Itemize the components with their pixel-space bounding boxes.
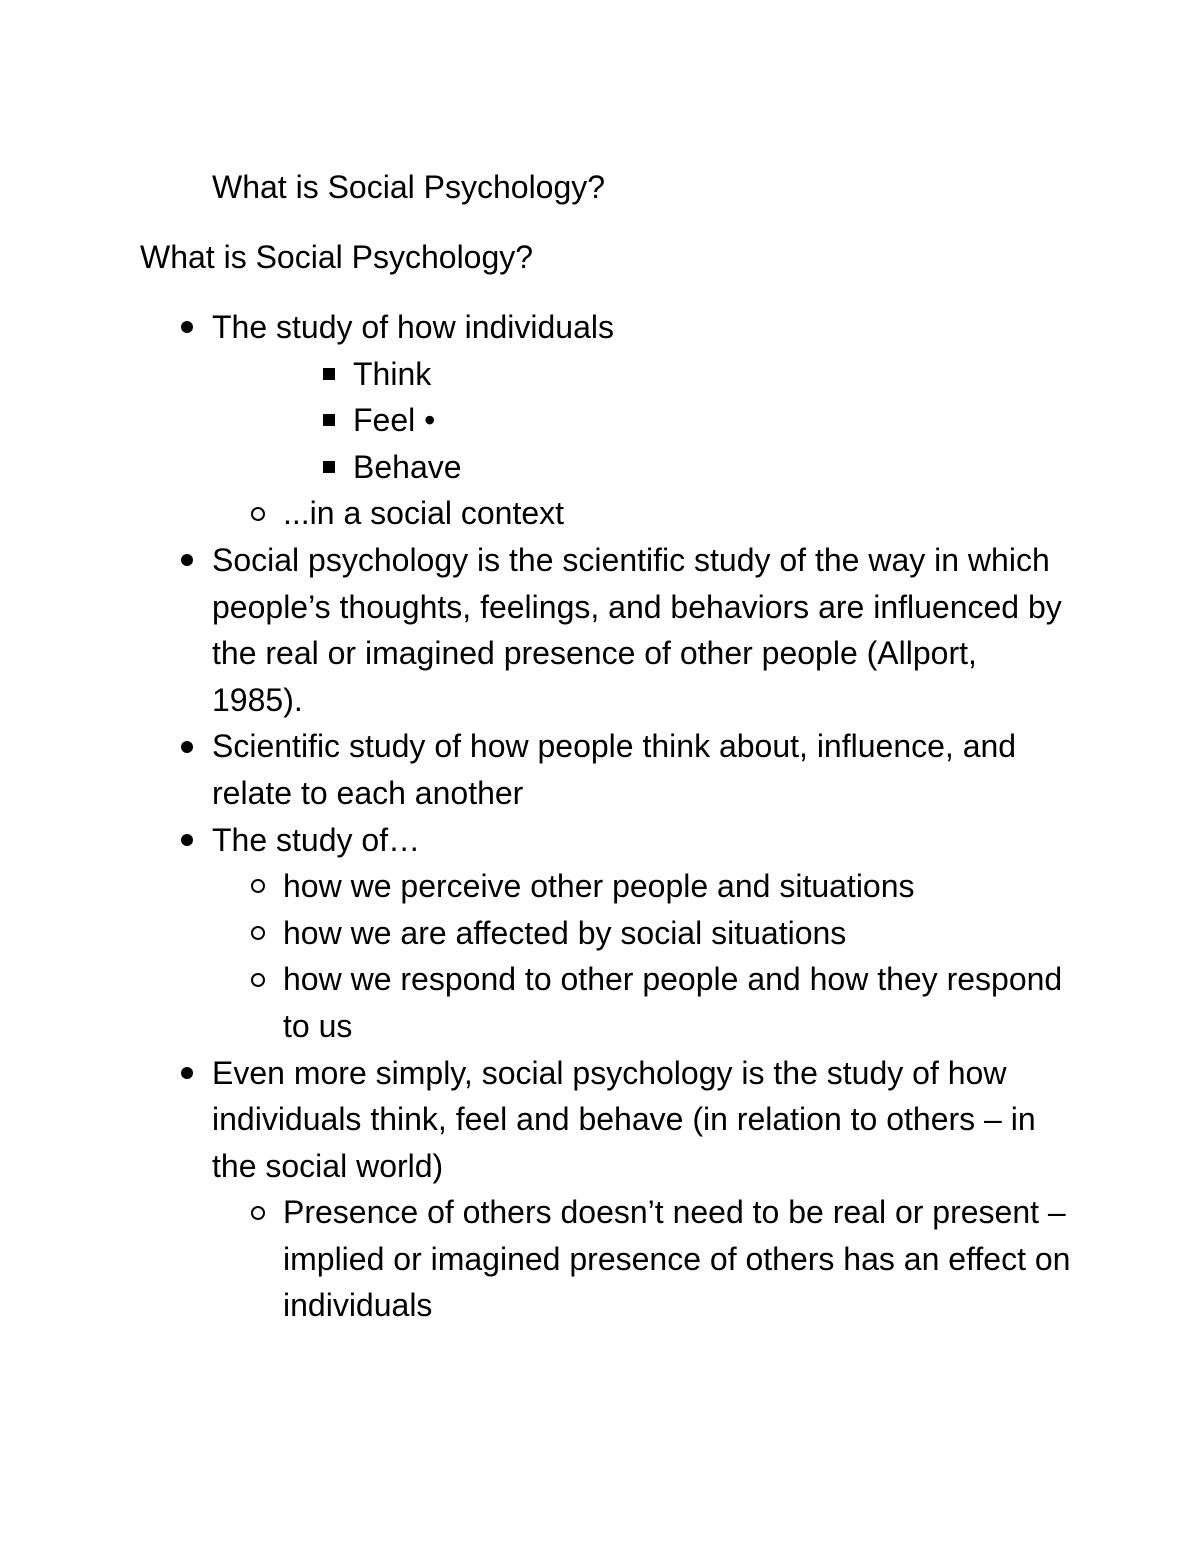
bullet-outline [0,304,1200,1329]
section-heading: What is Social Psychology? [140,239,534,275]
list-item [0,956,1073,1049]
list-item-text: Scientific study of how people think about, influence, and relate to each another [212,728,1017,811]
filled-square-icon [316,351,342,398]
document-title: What is Social Psychology? [212,169,606,205]
list-item [0,1050,1072,1190]
list-item [0,351,1053,398]
list-item [0,444,1053,491]
list-item-text: The study of… [212,821,421,858]
list-item-text: Social psychology is the scientific study of the way in which people’s thoughts, feelings, and behaviors are influenced by the real or imagined presence of other people (Allport, 1985). [212,541,1062,718]
list-item [0,490,1073,537]
list-item-text: The study of how individuals [212,309,614,345]
list-item [0,723,1072,816]
list-item [0,537,1072,723]
hollow-bullet-icon [245,1189,271,1236]
list-item-text: Even more simply, social psychology is the study of how individuals think, feel and behave (in relation to others – in the social world) [212,1054,1036,1184]
filled-bullet-icon [174,304,200,351]
list-item [0,304,1072,351]
list-item [0,817,1072,864]
hollow-bullet-icon [245,490,271,537]
list-item-text: Feel • [353,402,436,439]
list-item [0,397,1053,444]
hollow-bullet-icon [245,863,271,910]
list-item-text: how we respond to other people and how they respond to us [283,961,1063,1044]
filled-bullet-icon [174,1050,200,1097]
hollow-bullet-icon [245,910,271,957]
hollow-bullet-icon [245,956,271,1003]
filled-bullet-icon [174,723,200,770]
list-item-text: Behave [353,448,462,485]
list-item-text: Presence of others doesn’t need to be real or present – implied or imagined presence of others has an effect on individuals [283,1194,1071,1324]
list-item-text: how we are affected by social situations [283,914,847,951]
list-item [0,863,1073,910]
filled-bullet-icon [174,537,200,584]
list-item-text: Think [353,355,432,392]
filled-square-icon [316,444,342,491]
list-item [0,1189,1073,1329]
list-item-text: ...in a social context [283,495,565,532]
list-item-text: how we perceive other people and situations [283,868,915,905]
list-item [0,910,1073,957]
filled-square-icon [316,397,342,444]
filled-bullet-icon [174,817,200,864]
